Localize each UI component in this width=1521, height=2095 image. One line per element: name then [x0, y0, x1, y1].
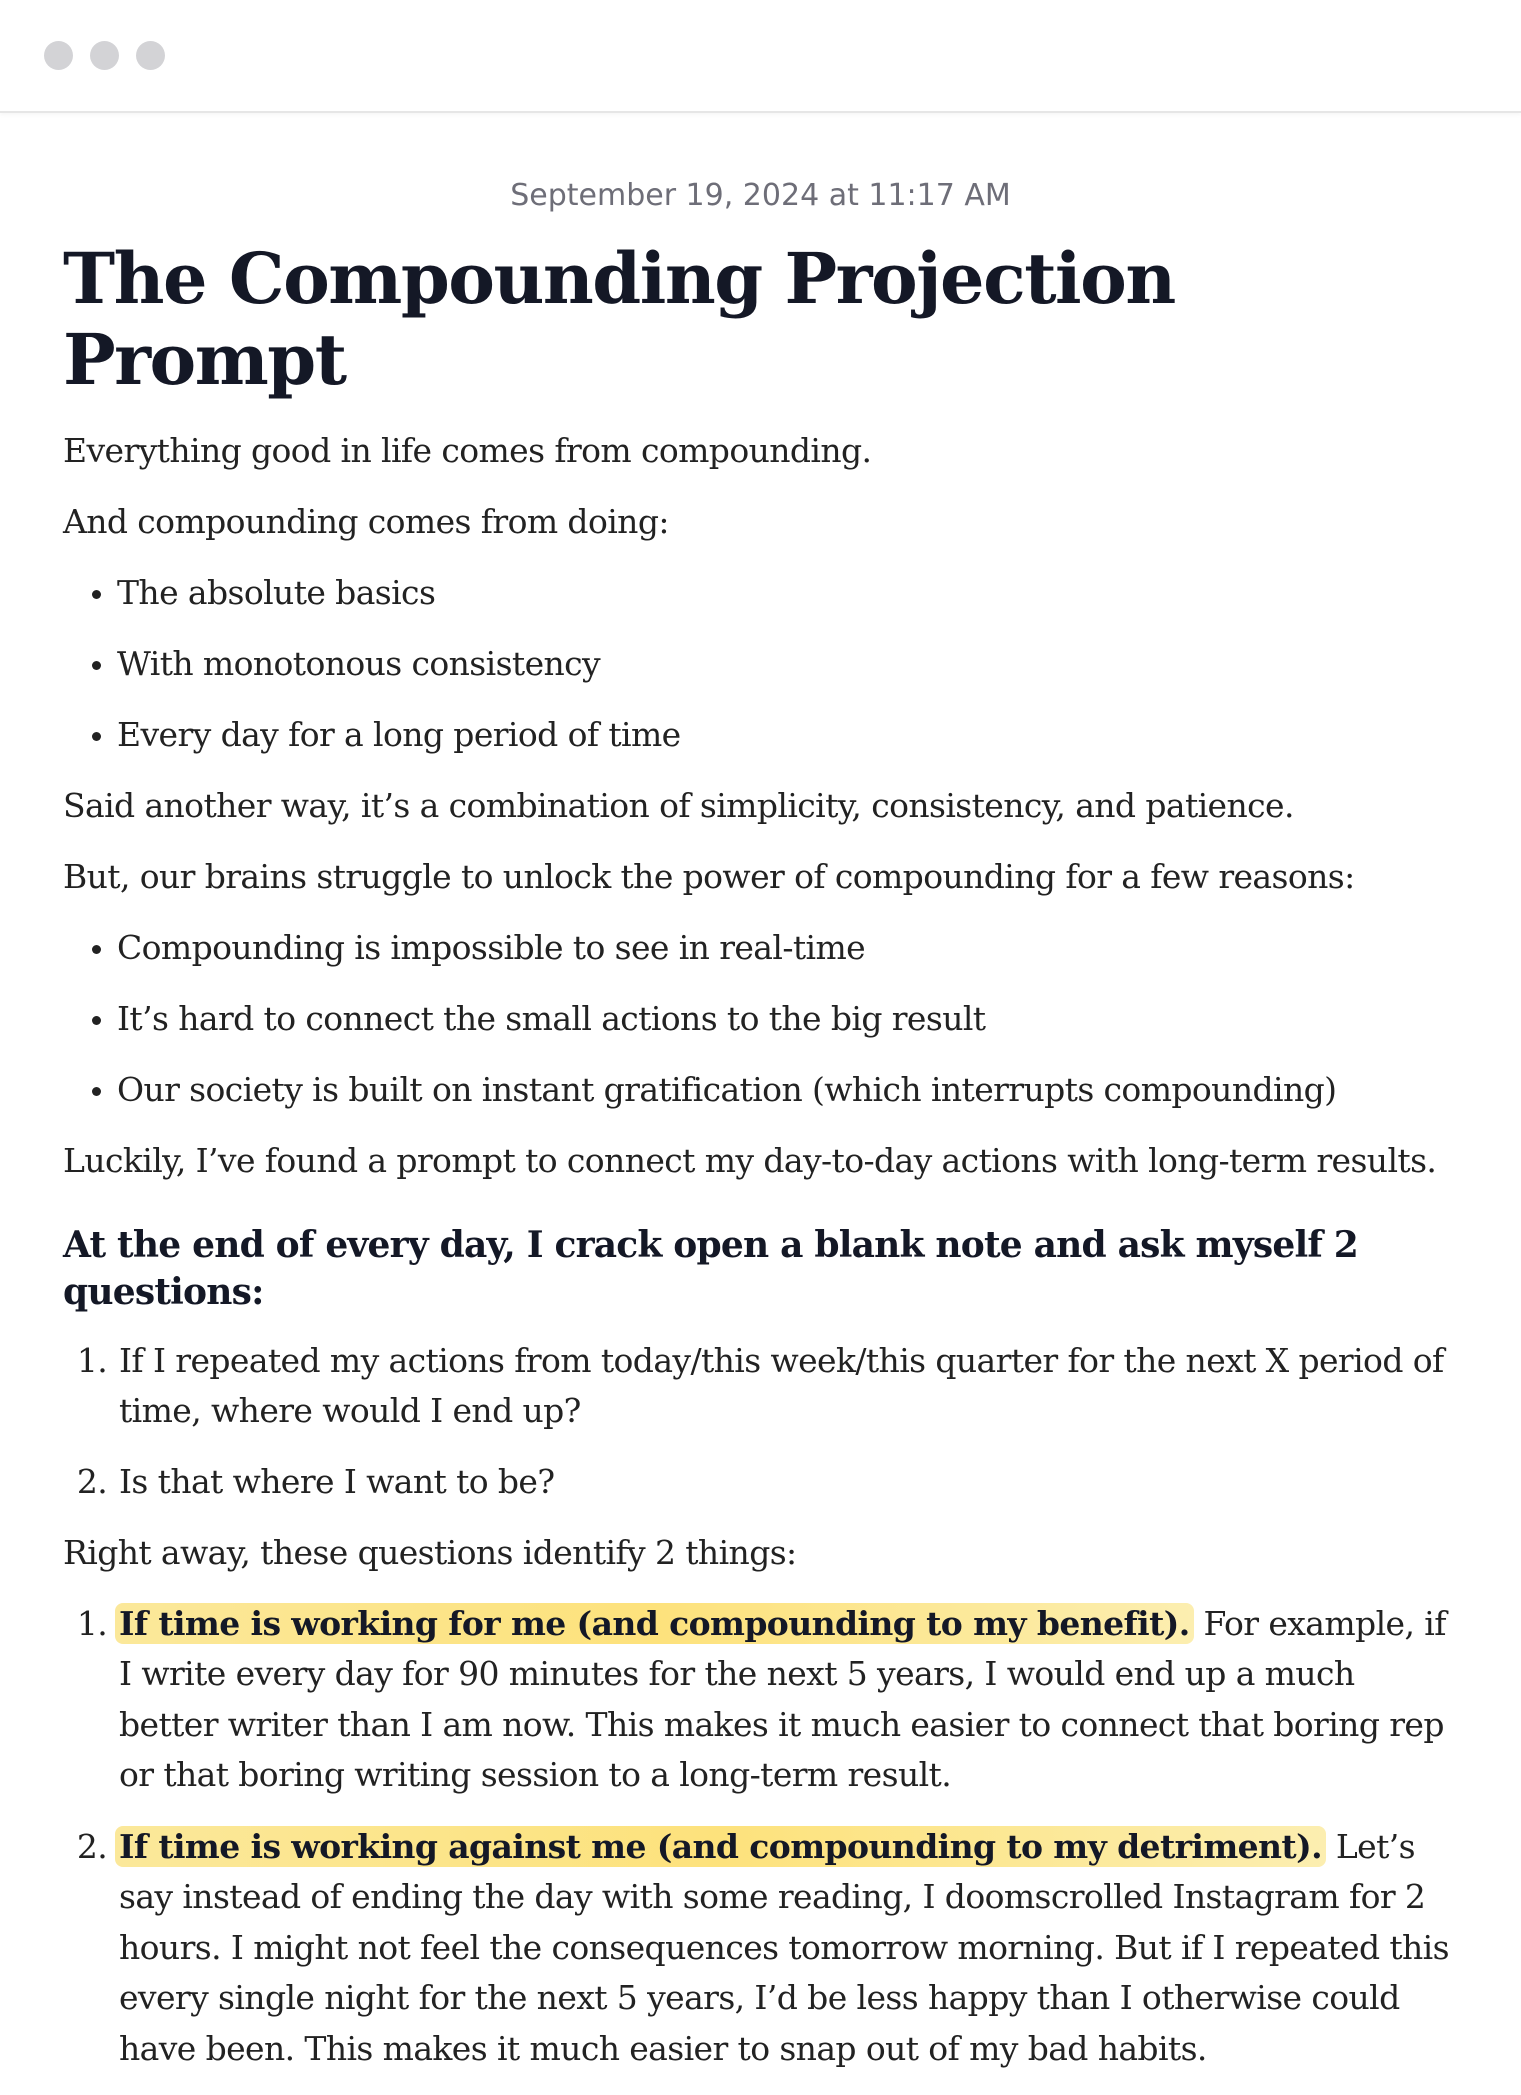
- list-item: • Every day for a long period of time: [117, 710, 1463, 760]
- section-heading: At the end of every day, I crack open a blank note and ask myself 2 questions:: [63, 1224, 1359, 1313]
- list-item: [117, 1599, 1463, 1801]
- paragraph: Luckily, I’ve found a prompt to connect my day-to-day actions with long-term results.: [63, 1141, 1437, 1180]
- bullet-list: [63, 568, 1463, 760]
- highlighted-text: If time is working against me (and compounding to my detriment).: [115, 1826, 1326, 1867]
- paragraph: Said another way, it’s a combination of simplicity, consistency, and patience.: [63, 786, 1294, 825]
- close-dot-icon[interactable]: [44, 41, 73, 70]
- paragraph: Everything good in life comes from compounding.: [63, 431, 872, 470]
- highlighted-text: If time is working for me (and compounding to my benefit).: [115, 1603, 1194, 1644]
- paragraph: Right away, these questions identify 2 things:: [63, 1532, 797, 1572]
- bullet-list: [63, 923, 1463, 1115]
- note-timestamp: September 19, 2024 at 11:17 AM: [510, 178, 1011, 213]
- list-item-text: Let’s say instead of ending the day with some reading, I doomscrolled Instagram for 2 hours. I might not feel the consequences tomorrow morning. But if I repeated this every single night for the next 5 years, I’d be less happy than I otherwise could have been. This makes it much easier to snap out of my bad habits.: [119, 1826, 1449, 2068]
- note-content[interactable]: [63, 170, 1463, 2095]
- numbered-list: [63, 1599, 1463, 2075]
- list-item: [117, 1822, 1463, 2075]
- title-bar: [0, 0, 1521, 113]
- list-item: • It’s hard to connect the small actions to the big result: [117, 994, 1463, 1044]
- list-item: 2. Is that where I want to be?: [117, 1457, 1463, 1507]
- list-item: • Our society is built on instant gratification (which interrupts compounding): [117, 1065, 1463, 1115]
- note-title: The Compounding Projection Prompt: [63, 237, 1175, 401]
- list-item-text: For example, if I write every day for 90 minutes for the next 5 years, I would end up a much better writer than I am now. This makes it much easier to connect that boring rep or that boring writing session to a long-term result.: [119, 1603, 1446, 1795]
- minimize-dot-icon[interactable]: [90, 41, 119, 70]
- list-item: • Compounding is impossible to see in real-time: [117, 923, 1463, 973]
- list-item: 1. If I repeated my actions from today/this week/this quarter for the next X period of time, where would I end up?: [117, 1336, 1463, 1436]
- paragraph: And compounding comes from doing:: [63, 502, 669, 541]
- list-item: • The absolute basics: [117, 568, 1463, 618]
- zoom-dot-icon[interactable]: [136, 41, 165, 70]
- paragraph: But, our brains struggle to unlock the power of compounding for a few reasons:: [63, 857, 1355, 896]
- numbered-list: [63, 1336, 1463, 1507]
- list-item: • With monotonous consistency: [117, 639, 1463, 689]
